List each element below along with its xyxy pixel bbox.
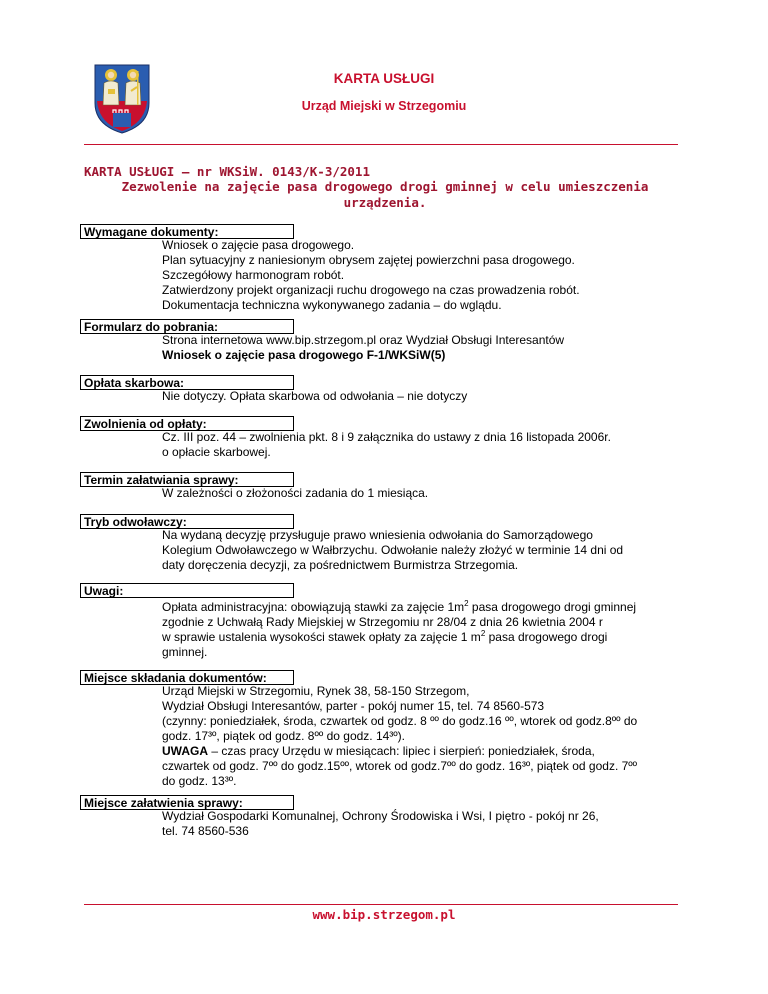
- section-label-deadline: Termin załatwiania sprawy:: [80, 472, 294, 487]
- card-title-line2: urządzenia.: [343, 195, 427, 210]
- appeal-text: Na wydaną decyzję przysługuje prawo wniesienia odwołania do Samorządowego: [162, 528, 593, 542]
- card-title-line1: Zezwolenie na zajęcie pasa drogowego drogi gminnej w celu umieszczenia: [121, 179, 649, 194]
- appeal-text: Kolegium Odwoławczego w Wałbrzychu. Odwołanie należy złożyć w terminie 14 dni od: [162, 543, 624, 557]
- footer-divider: [84, 904, 678, 905]
- section-label-notes: Uwagi:: [80, 583, 294, 598]
- handling-line: Wydział Gospodarki Komunalnej, Ochrony Środowiska i Wsi, I piętro - pokój nr 26,: [162, 809, 599, 823]
- footer-url-link[interactable]: www.bip.strzegom.pl: [312, 907, 456, 922]
- header-subtitle: Urząd Miejski w Strzegomiu: [301, 99, 467, 113]
- section-body-appeal: [162, 528, 687, 573]
- section-body-notes: [162, 600, 687, 660]
- section-label-handling: Miejsce załatwienia sprawy:: [80, 795, 294, 810]
- submission-line: Urząd Miejski w Strzegomiu, Rynek 38, 58-150 Strzegom,: [162, 684, 470, 698]
- section-label-forms: Formularz do pobrania:: [80, 319, 294, 334]
- uwaga-label: UWAGA: [162, 744, 208, 758]
- notes-line: zgodnie z Uchwałą Rady Miejskiej w Strzegomiu nr 28/04 z dnia 26 kwietnia 2004 r: [162, 615, 603, 629]
- list-item: Wniosek o zajęcie pasa drogowego.: [162, 238, 355, 252]
- submission-line: do godz. 13³º.: [162, 774, 237, 788]
- section-body-submission: [162, 684, 687, 789]
- section-body-exemptions: [162, 430, 687, 460]
- section-label-documents: Wymagane dokumenty:: [80, 224, 294, 239]
- list-item: Szczegółowy harmonogram robót.: [162, 268, 345, 282]
- card-title: [90, 179, 680, 211]
- fee-text: Nie dotyczy. Opłata skarbowa od odwołania – nie dotyczy: [162, 389, 468, 403]
- submission-line: czwartek od godz. 7ºº do godz.15ºº, wtorek od godz.7ºº do godz. 16³º, piątek od godz. 7ºº: [162, 759, 638, 773]
- section-body-documents: [162, 238, 687, 313]
- notes-line: Opłata administracyjna: obowiązują stawki za zajęcie $1m^2$ pasa drogowego drogi gminnej: [162, 599, 637, 614]
- section-label-appeal: Tryb odwoławczy:: [80, 514, 294, 529]
- section-body-forms: [162, 333, 687, 363]
- section-label-fee: Opłata skarbowa:: [80, 375, 294, 390]
- section-label-exemptions: Zwolnienia od opłaty:: [80, 416, 294, 431]
- notes-line: w sprawie ustalenia wysokości stawek opłaty za zajęcie 1 $m^2$ pasa drogowego drogi: [162, 629, 608, 644]
- submission-line: godz. 17³º, piątek od godz. 8ºº do godz. 14³º).: [162, 729, 406, 743]
- section-body-handling: [162, 809, 687, 839]
- handling-line: tel. 74 8560-536: [162, 824, 249, 838]
- section-body-fee: [162, 389, 687, 404]
- appeal-text: daty doręczenia decyzji, za pośrednictwem Burmistrza Strzegomia.: [162, 558, 519, 572]
- form-link[interactable]: Wniosek o zajęcie pasa drogowego F-1/WKSiW(5): [162, 348, 446, 362]
- submission-line: Wydział Obsługi Interesantów, parter - pokój numer 15, tel. 74 8560-573: [162, 699, 545, 713]
- submission-line: (czynny: poniedziałek, środa, czwartek od godz. 8 ºº do godz.16 ºº, wtorek od godz.8ºº do: [162, 714, 638, 728]
- card-number: KARTA USŁUGI – nr WKSiW. 0143/K-3/2011: [84, 164, 370, 179]
- notes-line: gminnej.: [162, 645, 208, 659]
- submission-line: UWAGA – czas pracy Urzędu w miesiącach: lipiec i sierpień: poniedziałek, środa,: [162, 744, 595, 758]
- exemptions-text: Cz. III poz. 44 – zwolnienia pkt. 8 i 9 załącznika do ustawy z dnia 16 listopada 2006r.: [162, 430, 611, 444]
- list-item: Plan sytuacyjny z naniesionym obrysem zajętej powierzchni pasa drogowego.: [162, 253, 575, 267]
- forms-source-text: Strona internetowa www.bip.strzegom.pl oraz Wydział Obsługi Interesantów: [162, 333, 565, 347]
- list-item: Zatwierdzony projekt organizacji ruchu drogowego na czas prowadzenia robót.: [162, 283, 580, 297]
- section-label-submission: Miejsce składania dokumentów:: [80, 670, 294, 685]
- section-body-deadline: [162, 486, 687, 501]
- exemptions-text: o opłacie skarbowej.: [162, 445, 271, 459]
- header-title: KARTA USŁUGI: [333, 71, 435, 86]
- list-item: Dokumentacja techniczna wykonywanego zadania – do wglądu.: [162, 298, 502, 312]
- deadline-text: W zależności o złożoności zadania do 1 miesiąca.: [162, 486, 429, 500]
- header-divider: [84, 144, 678, 145]
